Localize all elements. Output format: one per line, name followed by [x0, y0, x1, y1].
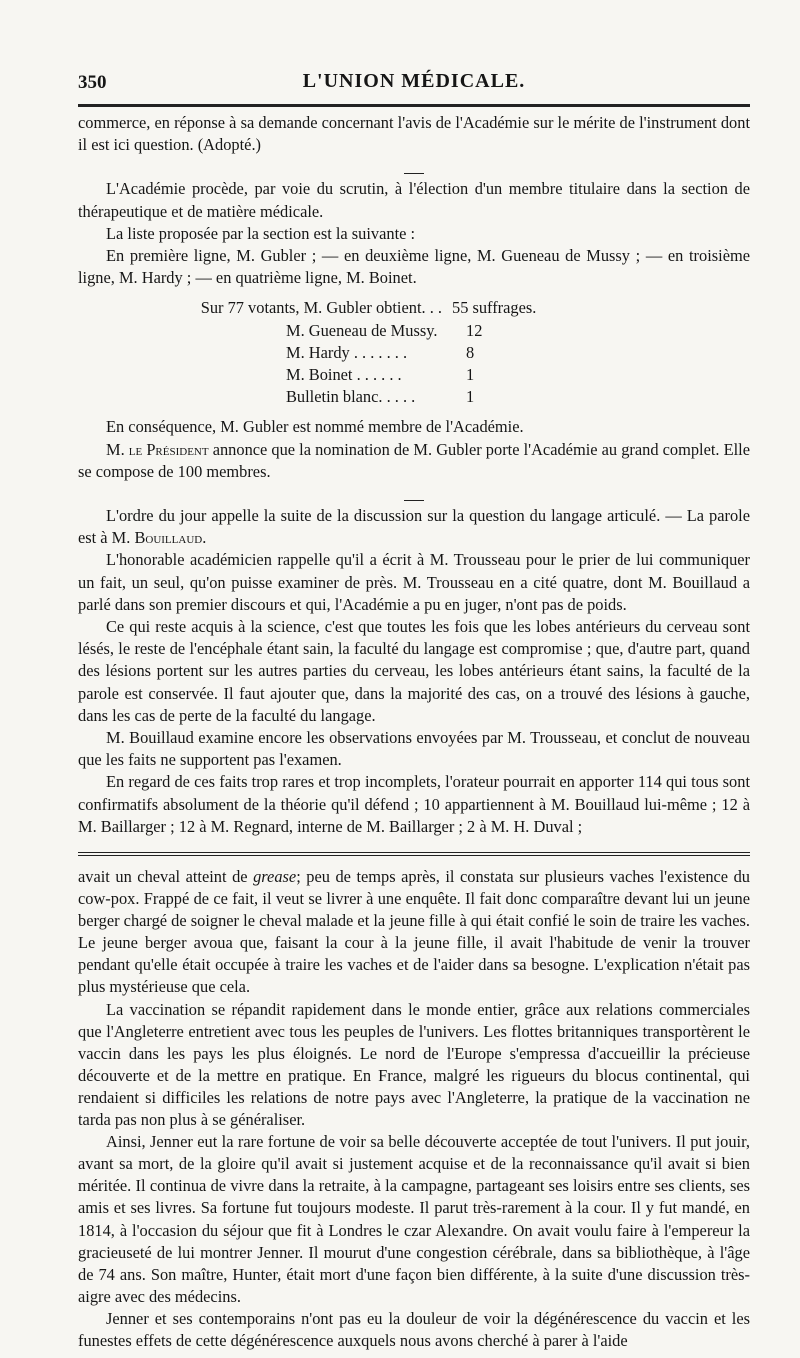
text-run: avait un cheval atteint de: [78, 867, 254, 886]
text-run: L'ordre du jour appelle la suite de la discussion sur la question du langage articulé. — La parole est à M.: [78, 505, 750, 548]
page-number: 350: [78, 72, 107, 93]
tally-row: [78, 386, 750, 408]
tally-row: [78, 342, 750, 364]
text-run: M.: [106, 439, 129, 459]
tally-value: 1: [466, 364, 475, 384]
tally-lead: Sur 77 votants, M. Gubler obtient. . .: [200, 298, 442, 318]
paragraph: M. Bouillaud examine encore les observations envoyées par M. Trousseau, et conclut de nouveau que les faits ne supportent pas l'examen.: [78, 728, 750, 770]
academy-report-section: [78, 112, 750, 838]
paragraph: La vaccination se répandit rapidement dans le monde entier, grâce aux relations commerciales que l'Angleterre entretient avec tous les peuples de l'univers. Les flottes britanniques transportèrent le vaccin dans les pays les plus éloignés. Le nord de l'Europe s'empressa d'accueillir la précieuse découverte et de la mettre en pratique. En France, malgré les rigueurs du blocus continental, qui rendaient si difficiles les relations de notre pays avec l'Angleterre, la pratique de la vaccination ne tarda pas non plus à se généraliser.: [78, 999, 750, 1130]
running-title: L'UNION MÉDICALE.: [302, 70, 526, 92]
separator-dash: [78, 158, 750, 172]
paragraph: L'honorable académicien rappelle qu'il a écrit à M. Trousseau pour le prier de lui communiquer un fait, un seul, qu'on puisse examiner de près. M. Trousseau en a cité quatre, dont M. Bouillaud a parlé dans son premier discours et qui, l'Académie a pu en juger, n'ont pas de poids.: [78, 550, 750, 614]
separator-dash: [78, 485, 750, 499]
paragraph: [78, 866, 750, 999]
paragraph: [78, 439, 750, 483]
header-rule: [78, 104, 750, 107]
tally-name: M. Boinet . . . . . .: [286, 364, 402, 384]
page-header: [78, 66, 750, 98]
paragraph: En première ligne, M. Gubler ; — en deuxième ligne, M. Gueneau de Mussy ; — en troisième ligne, M. Hardy ; — en quatrième ligne, M. Boinet.: [78, 246, 750, 288]
small-caps-name: Bouillaud.: [134, 528, 207, 548]
paragraph: Ce qui reste acquis à la science, c'est que toutes les fois que les lobes antérieurs du cerveau sont lésés, le reste de l'encéphale étant sain, la faculté du langage est compromise ; que, d'autre part, quand des lésions portent sur les autres parties du cerveau, les lobes antérieurs étant sains, la faculté de la parole est conservée. Il faut ajouter que, dans la majorité des cas, on a trouvé des lésions à gauche, dans les cas de perte de la faculté du langage.: [78, 616, 750, 725]
text-run: annonce que la nomination de M. Gubler porte l'Académie au grand complet. Elle se compose de 100 membres.: [78, 439, 750, 481]
tally-row: [78, 364, 750, 386]
feuilleton-section: [78, 866, 750, 1352]
tally-name: M. Gueneau de Mussy.: [286, 320, 438, 340]
tally-lead-value: 55 suffrages.: [452, 298, 537, 318]
paragraph: Ainsi, Jenner eut la rare fortune de voir sa belle découverte acceptée de tout l'univers. Il put jouir, avant sa mort, de la gloire qu'il avait si justement acquise et de la reconnaissance qu'il avait si bien méritée. Il continua de vivre dans la retraite, à la campagne, partageant ses loisirs entre ses clients, ses amis et ses livres. Sa fortune fut toujours modeste. Il parut très-rarement à la cour. Il y fut mandé, en 1814, à l'occasion du séjour que fit à Londres le czar Alexandre. On avait voulu faire à l'empereur la gracieuseté de lui montrer Jenner. Il mourut d'une congestion cérébrale, dans sa bibliothèque, à l'âge de 74 ans. Son maître, Hunter, était mort d'une façon bien différente, à la suite d'une discussion très-aigre avec des médecins.: [78, 1132, 750, 1306]
paragraph: En conséquence, M. Gubler est nommé membre de l'Académie.: [106, 417, 524, 437]
tally-value: 1: [466, 387, 475, 407]
feuilleton-rule: [78, 852, 750, 859]
vote-tally: [78, 297, 750, 408]
small-caps-name: le Président: [128, 439, 209, 459]
tally-name: M. Hardy . . . . . . .: [286, 342, 408, 362]
tally-row: [78, 297, 750, 319]
tally-value: 12: [466, 320, 483, 340]
paragraph: Jenner et ses contemporains n'ont pas eu la douleur de voir la dégénérescence du vaccin et les funestes effets de cette dégénérescence auxquels nous avons cherché à parer à l'aide: [78, 1308, 750, 1350]
tally-value: 8: [466, 342, 475, 362]
paragraph: [78, 505, 750, 549]
text-run: ; peu de temps après, il constata sur plusieurs vaches l'existence du cow-pox. Frappé de ce fait, il veut se livrer à une enquête. Il fait donc comparaître devant lui un jeune berger chargé de soigner le cheval malade et la jeune fille à qui était confié le soin de traire les vaches. Le jeune berger avoua que, faisant la cour à la jeune fille, il avait l'habitude de venir la trouver pendant qu'elle était occupée à traire les vaches et de l'aider dans sa besogne. L'explication n'était pas plus mystérieuse que cela.: [78, 867, 751, 997]
tally-row: [78, 320, 750, 342]
paragraph: L'Académie procède, par voie du scrutin, à l'élection d'un membre titulaire dans la section de thérapeutique et de matière médicale.: [78, 179, 750, 221]
paragraph: commerce, en réponse à sa demande concernant l'avis de l'Académie sur le mérite de l'instrument dont il est ici question. (Adopté.): [78, 113, 750, 155]
paragraph: La liste proposée par la section est la suivante :: [106, 223, 416, 243]
paragraph: En regard de ces faits trop rares et trop incomplets, l'orateur pourrait en apporter 114 qui tous sont confirmatifs absolument de la théorie qu'il défend ; 10 appartiennent à M. Bouillaud lui-même ; 12 à M. Baillarger ; 12 à M. Regnard, interne de M. Baillarger ; 2 à M. H. Duval ;: [78, 772, 750, 836]
italic-term: grease: [253, 867, 297, 886]
tally-name: Bulletin blanc. . . . .: [286, 387, 416, 407]
